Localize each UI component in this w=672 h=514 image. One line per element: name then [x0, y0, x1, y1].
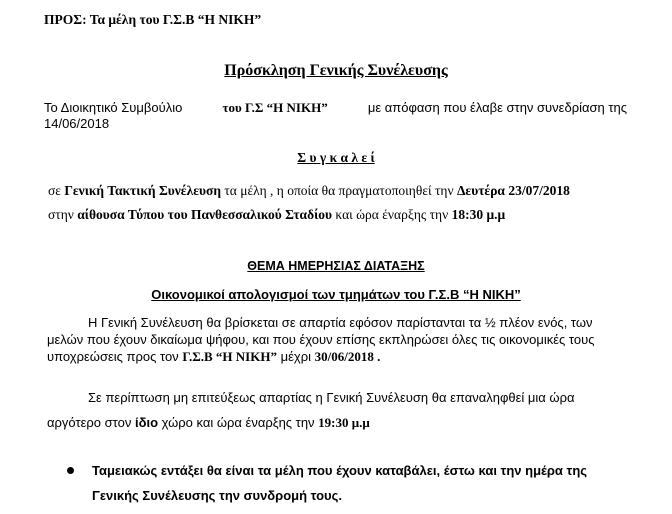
meeting-type: Γενική Τακτική Συνέλευση	[64, 183, 221, 198]
time-text: και ώρα έναρξης την	[335, 207, 449, 222]
recipient-line: ΠΡΟΣ: Τα μέλη του Γ.Σ.Β “Η ΝΙΚΗ”	[44, 12, 262, 27]
quorum-club: Γ.Σ.Β “Η ΝΙΚΗ”	[182, 349, 277, 364]
quorum-line-3	[47, 349, 380, 365]
intro-club: του Γ.Σ “Η ΝΙΚΗ”	[222, 100, 328, 115]
repeat-text: χώρο και ώρα έναρξης την	[161, 415, 315, 430]
repeat-line-2	[47, 415, 370, 431]
repeat-pre: αργότερο στον	[47, 415, 132, 430]
quorum-date: 30/06/2018 .	[314, 349, 381, 364]
venue-pre: στην	[48, 207, 74, 222]
agenda-heading: ΘΕΜΑ ΗΜΕΡΗΣΙΑΣ ΔΙΑΤΑΞΗΣ	[247, 259, 425, 273]
quorum-line-2: μελών που έχουν δικαίωμα ψήφου, και που έχουν επίσης εκπληρώσει όλες τις οικονομικές τους	[47, 332, 595, 347]
bullet-line-2: Γενικής Συνέλευσης την συνδρομή τους.	[92, 488, 342, 503]
intro-board: Το Διοικητικό Συμβούλιο	[44, 100, 183, 115]
intro-date: 14/06/2018	[44, 116, 110, 131]
meeting-line-2	[48, 207, 505, 223]
meeting-time: 18:30 μ.μ	[451, 207, 506, 222]
agenda-item: Οικονομικοί απολογισμοί των τμημάτων του Γ.Σ.Β “Η ΝΙΚΗ”	[151, 287, 521, 302]
bullet-line-1: Ταμειακώς εντάξει θα είναι τα μέλη που έχουν καταβάλει, έστω και την ημέρα της	[92, 463, 588, 478]
quorum-text-1: Η Γενική Συνέλευση θα βρίσκεται σε απαρτία εφόσον παρίστανται τα ½ πλέον ενός, των	[88, 315, 593, 330]
quorum-pre: υποχρεώσεις προς τον	[47, 349, 179, 364]
quorum-until: μέχρι	[280, 349, 311, 364]
repeat-line-1: Σε περίπτωση μη επιτεύξεως απαρτίας η Γενική Συνέλευση θα επαναληφθεί μια ώρα	[88, 390, 575, 405]
meeting-venue: αίθουσα Τύπου του Πανθεσσαλικού Σταδίου	[77, 207, 333, 222]
repeat-same: ίδιο	[134, 415, 159, 430]
quorum-line-1	[88, 315, 627, 331]
intro-line-1	[44, 100, 627, 116]
convene-heading: Σ υ γ κ α λ ε ί	[297, 150, 375, 165]
meeting-date: Δευτέρα 23/07/2018	[456, 183, 570, 198]
repeat-time: 19:30 μ.μ	[318, 415, 370, 430]
meeting-line-1	[48, 183, 570, 199]
bullet-dot-icon	[67, 467, 74, 474]
document-title: Πρόσκληση Γενικής Συνέλευσης	[224, 62, 448, 79]
meeting-pre: σε	[48, 183, 61, 198]
intro-decision: με απόφαση που έλαβε στην συνεδρίαση της	[367, 100, 627, 115]
meeting-text: τα μέλη , η οποία θα πραγματοποιηθεί την	[224, 183, 454, 198]
